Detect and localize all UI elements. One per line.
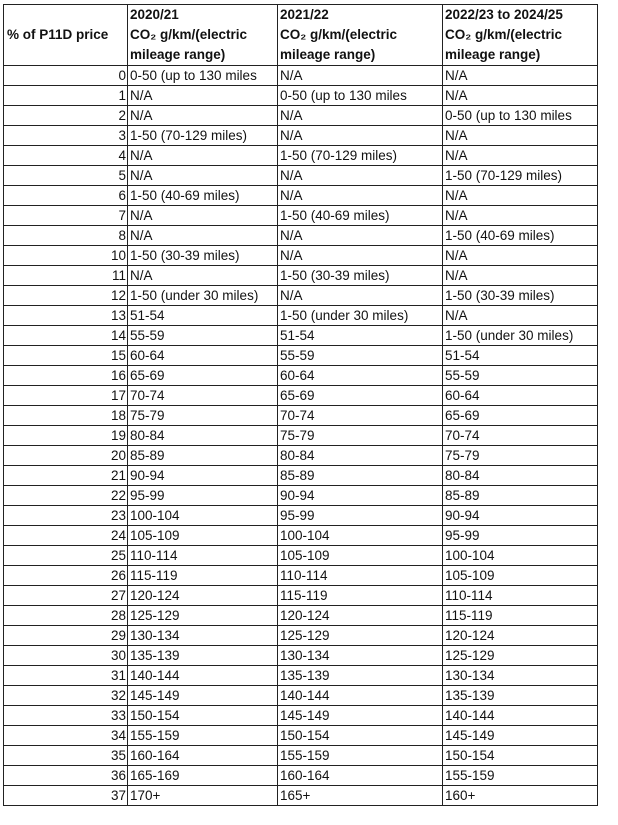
cell-2022-25: 1-50 (30-39 miles) — [443, 286, 598, 306]
cell-pct: 14 — [4, 326, 128, 346]
cell-2022-25: N/A — [443, 86, 598, 106]
cell-2020-21: 130-134 — [128, 626, 278, 646]
cell-2020-21: 51-54 — [128, 306, 278, 326]
cell-2021-22: 100-104 — [278, 526, 443, 546]
cell-2020-21: 80-84 — [128, 426, 278, 446]
cell-2022-25: 1-50 (under 30 miles) — [443, 326, 598, 346]
cell-2021-22: N/A — [278, 246, 443, 266]
cell-2020-21: N/A — [128, 146, 278, 166]
header-2022-25 — [443, 5, 598, 66]
header-pct — [4, 5, 128, 66]
cell-2022-25: 130-134 — [443, 666, 598, 686]
cell-2020-21: 1-50 (70-129 miles) — [128, 126, 278, 146]
cell-2022-25: 85-89 — [443, 486, 598, 506]
table-row — [4, 66, 598, 86]
table-row — [4, 566, 598, 586]
table-row — [4, 486, 598, 506]
cell-2021-22: 80-84 — [278, 446, 443, 466]
cell-2020-21: 95-99 — [128, 486, 278, 506]
table-row — [4, 546, 598, 566]
cell-2022-25: 135-139 — [443, 686, 598, 706]
table-row — [4, 506, 598, 526]
cell-2022-25: 155-159 — [443, 766, 598, 786]
cell-pct: 30 — [4, 646, 128, 666]
table-row — [4, 306, 598, 326]
cell-2021-22: 155-159 — [278, 746, 443, 766]
cell-pct: 23 — [4, 506, 128, 526]
cell-2022-25: 75-79 — [443, 446, 598, 466]
cell-2021-22: 115-119 — [278, 586, 443, 606]
cell-pct: 12 — [4, 286, 128, 306]
cell-pct: 36 — [4, 766, 128, 786]
table-row — [4, 526, 598, 546]
header-2021-22 — [278, 5, 443, 66]
cell-2021-22: N/A — [278, 126, 443, 146]
cell-pct: 25 — [4, 546, 128, 566]
table-row — [4, 786, 598, 806]
cell-2020-21: 85-89 — [128, 446, 278, 466]
table-row — [4, 466, 598, 486]
cell-2021-22: N/A — [278, 106, 443, 126]
cell-pct: 26 — [4, 566, 128, 586]
cell-2021-22: 105-109 — [278, 546, 443, 566]
cell-pct: 27 — [4, 586, 128, 606]
cell-2022-25: 1-50 (70-129 miles) — [443, 166, 598, 186]
cell-2022-25: N/A — [443, 146, 598, 166]
cell-2020-21: 1-50 (under 30 miles) — [128, 286, 278, 306]
cell-2020-21: 75-79 — [128, 406, 278, 426]
bik-rates-table — [3, 4, 598, 806]
table-row — [4, 366, 598, 386]
cell-pct: 7 — [4, 206, 128, 226]
cell-2022-25: 105-109 — [443, 566, 598, 586]
cell-2022-25: 115-119 — [443, 606, 598, 626]
cell-pct: 0 — [4, 66, 128, 86]
cell-2022-25: 145-149 — [443, 726, 598, 746]
cell-2022-25: 0-50 (up to 130 miles — [443, 106, 598, 126]
cell-pct: 35 — [4, 746, 128, 766]
cell-2020-21: 1-50 (30-39 miles) — [128, 246, 278, 266]
bik-rates-table-container — [3, 4, 598, 806]
header-2022-25-year: 2022/23 to 2024/25 — [445, 7, 563, 22]
cell-2020-21: N/A — [128, 206, 278, 226]
cell-pct: 31 — [4, 666, 128, 686]
cell-pct: 17 — [4, 386, 128, 406]
header-pct-label: % of P11D price — [7, 27, 109, 42]
cell-2022-25: 125-129 — [443, 646, 598, 666]
header-2020-21 — [128, 5, 278, 66]
cell-pct: 22 — [4, 486, 128, 506]
cell-2020-21: 90-94 — [128, 466, 278, 486]
cell-2021-22: 90-94 — [278, 486, 443, 506]
cell-2021-22: 65-69 — [278, 386, 443, 406]
cell-2022-25: 95-99 — [443, 526, 598, 546]
header-2021-22-year: 2021/22 — [280, 7, 329, 22]
table-row — [4, 226, 598, 246]
table-row — [4, 706, 598, 726]
cell-2022-25: 110-114 — [443, 586, 598, 606]
cell-pct: 5 — [4, 166, 128, 186]
cell-2021-22: N/A — [278, 166, 443, 186]
cell-2020-21: N/A — [128, 106, 278, 126]
cell-2020-21: 105-109 — [128, 526, 278, 546]
cell-2021-22: N/A — [278, 286, 443, 306]
cell-2022-25: 70-74 — [443, 426, 598, 446]
cell-2021-22: 1-50 (30-39 miles) — [278, 266, 443, 286]
cell-pct: 19 — [4, 426, 128, 446]
cell-pct: 4 — [4, 146, 128, 166]
cell-2022-25: N/A — [443, 66, 598, 86]
cell-2021-22: 51-54 — [278, 326, 443, 346]
cell-2022-25: N/A — [443, 126, 598, 146]
cell-2022-25: 160+ — [443, 786, 598, 806]
cell-2021-22: 125-129 — [278, 626, 443, 646]
cell-2020-21: 145-149 — [128, 686, 278, 706]
table-row — [4, 446, 598, 466]
cell-2021-22: 75-79 — [278, 426, 443, 446]
cell-2022-25: 120-124 — [443, 626, 598, 646]
cell-2020-21: 135-139 — [128, 646, 278, 666]
cell-2022-25: 51-54 — [443, 346, 598, 366]
cell-pct: 20 — [4, 446, 128, 466]
cell-2021-22: 1-50 (40-69 miles) — [278, 206, 443, 226]
table-row — [4, 346, 598, 366]
table-row — [4, 686, 598, 706]
cell-pct: 15 — [4, 346, 128, 366]
cell-pct: 13 — [4, 306, 128, 326]
cell-2021-22: N/A — [278, 66, 443, 86]
cell-2022-25: 60-64 — [443, 386, 598, 406]
table-header — [4, 5, 598, 66]
cell-2020-21: 70-74 — [128, 386, 278, 406]
cell-pct: 28 — [4, 606, 128, 626]
cell-2020-21: 120-124 — [128, 586, 278, 606]
cell-2021-22: N/A — [278, 186, 443, 206]
cell-2022-25: 80-84 — [443, 466, 598, 486]
table-row — [4, 146, 598, 166]
table-row — [4, 106, 598, 126]
table-row — [4, 126, 598, 146]
table-row — [4, 746, 598, 766]
cell-pct: 8 — [4, 226, 128, 246]
cell-2020-21: 165-169 — [128, 766, 278, 786]
cell-2022-25: N/A — [443, 306, 598, 326]
cell-2021-22: 0-50 (up to 130 miles — [278, 86, 443, 106]
table-row — [4, 766, 598, 786]
header-2021-22-desc: CO₂ g/km/(electric mileage range) — [280, 27, 398, 62]
table-row — [4, 286, 598, 306]
cell-2021-22: 1-50 (under 30 miles) — [278, 306, 443, 326]
table-row — [4, 646, 598, 666]
cell-2020-21: 100-104 — [128, 506, 278, 526]
table-row — [4, 426, 598, 446]
cell-2022-25: 90-94 — [443, 506, 598, 526]
cell-2020-21: N/A — [128, 266, 278, 286]
cell-2021-22: 160-164 — [278, 766, 443, 786]
cell-pct: 32 — [4, 686, 128, 706]
cell-pct: 16 — [4, 366, 128, 386]
cell-2020-21: 140-144 — [128, 666, 278, 686]
table-row — [4, 166, 598, 186]
cell-2022-25: 150-154 — [443, 746, 598, 766]
table-row — [4, 386, 598, 406]
cell-2021-22: 150-154 — [278, 726, 443, 746]
cell-2021-22: N/A — [278, 226, 443, 246]
table-row — [4, 726, 598, 746]
cell-2022-25: N/A — [443, 186, 598, 206]
cell-pct: 24 — [4, 526, 128, 546]
cell-pct: 1 — [4, 86, 128, 106]
cell-pct: 18 — [4, 406, 128, 426]
table-row — [4, 606, 598, 626]
cell-2021-22: 145-149 — [278, 706, 443, 726]
cell-pct: 21 — [4, 466, 128, 486]
cell-2020-21: N/A — [128, 86, 278, 106]
table-row — [4, 586, 598, 606]
header-2020-21-year: 2020/21 — [130, 7, 179, 22]
table-row — [4, 246, 598, 266]
cell-2021-22: 85-89 — [278, 466, 443, 486]
cell-2020-21: 110-114 — [128, 546, 278, 566]
cell-2022-25: N/A — [443, 246, 598, 266]
table-row — [4, 186, 598, 206]
header-2022-25-desc: CO₂ g/km/(electric mileage range) — [445, 27, 563, 62]
header-row — [4, 5, 598, 66]
cell-2021-22: 60-64 — [278, 366, 443, 386]
cell-2022-25: N/A — [443, 266, 598, 286]
table-row — [4, 326, 598, 346]
cell-2020-21: 1-50 (40-69 miles) — [128, 186, 278, 206]
cell-2020-21: 60-64 — [128, 346, 278, 366]
table-row — [4, 206, 598, 226]
cell-2021-22: 140-144 — [278, 686, 443, 706]
cell-2021-22: 95-99 — [278, 506, 443, 526]
cell-2020-21: N/A — [128, 166, 278, 186]
header-2020-21-desc: CO₂ g/km/(electric mileage range) — [130, 27, 248, 62]
cell-pct: 6 — [4, 186, 128, 206]
cell-2021-22: 130-134 — [278, 646, 443, 666]
cell-2020-21: 115-119 — [128, 566, 278, 586]
cell-pct: 33 — [4, 706, 128, 726]
cell-2022-25: N/A — [443, 206, 598, 226]
cell-pct: 37 — [4, 786, 128, 806]
cell-pct: 3 — [4, 126, 128, 146]
cell-pct: 34 — [4, 726, 128, 746]
cell-2020-21: 150-154 — [128, 706, 278, 726]
table-body — [4, 66, 598, 806]
cell-2022-25: 140-144 — [443, 706, 598, 726]
table-row — [4, 406, 598, 426]
cell-2020-21: 160-164 — [128, 746, 278, 766]
cell-2020-21: 170+ — [128, 786, 278, 806]
cell-2020-21: 155-159 — [128, 726, 278, 746]
cell-2021-22: 1-50 (70-129 miles) — [278, 146, 443, 166]
cell-2021-22: 55-59 — [278, 346, 443, 366]
cell-2022-25: 65-69 — [443, 406, 598, 426]
cell-2021-22: 70-74 — [278, 406, 443, 426]
cell-2021-22: 110-114 — [278, 566, 443, 586]
cell-2020-21: 65-69 — [128, 366, 278, 386]
cell-2021-22: 135-139 — [278, 666, 443, 686]
cell-2022-25: 100-104 — [443, 546, 598, 566]
table-row — [4, 626, 598, 646]
cell-2022-25: 55-59 — [443, 366, 598, 386]
cell-pct: 11 — [4, 266, 128, 286]
table-row — [4, 666, 598, 686]
cell-2020-21: N/A — [128, 226, 278, 246]
cell-pct: 29 — [4, 626, 128, 646]
cell-2020-21: 125-129 — [128, 606, 278, 626]
cell-2020-21: 55-59 — [128, 326, 278, 346]
cell-pct: 10 — [4, 246, 128, 266]
cell-2021-22: 165+ — [278, 786, 443, 806]
cell-pct: 2 — [4, 106, 128, 126]
cell-2022-25: 1-50 (40-69 miles) — [443, 226, 598, 246]
table-row — [4, 86, 598, 106]
cell-2021-22: 120-124 — [278, 606, 443, 626]
cell-2020-21: 0-50 (up to 130 miles — [128, 66, 278, 86]
table-row — [4, 266, 598, 286]
